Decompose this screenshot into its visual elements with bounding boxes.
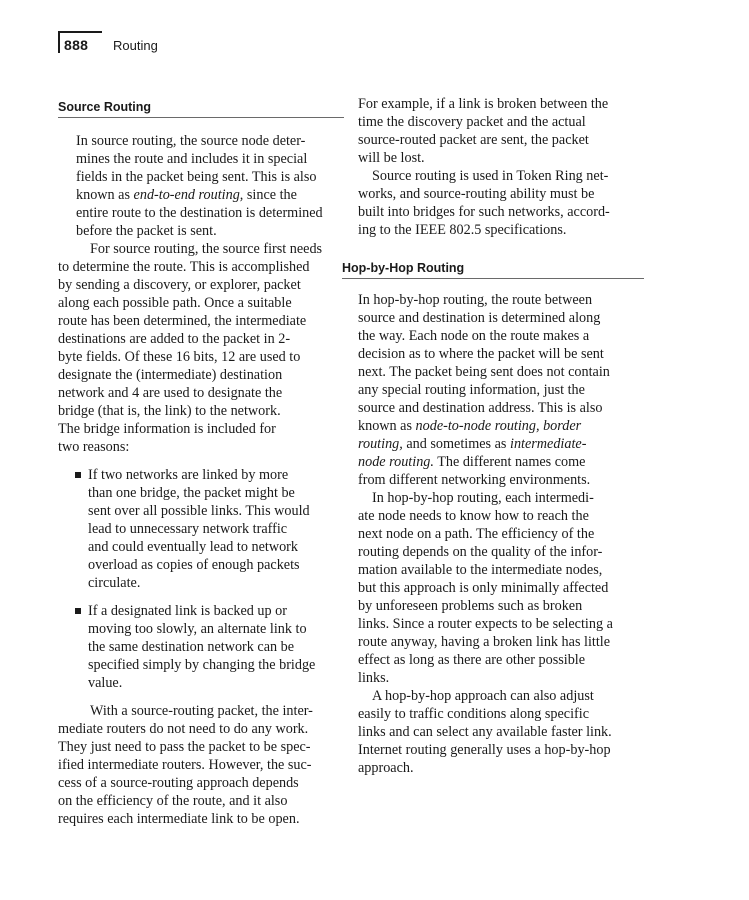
text-line: The bridge information is included for [58, 421, 276, 437]
text-line: If a designated link is backed up or [88, 603, 287, 619]
text-run: and sometimes as [402, 436, 510, 452]
paragraph-hop-efficiency [358, 489, 644, 687]
text-line: the same destination network can be [88, 639, 295, 655]
text-line: lead to unnecessary network traffic [88, 521, 288, 537]
text-line: source and destination is determined along [358, 310, 601, 326]
text-line: ate node needs to know how to reach the [358, 508, 589, 524]
text-line: specified simply by changing the bridge [88, 657, 316, 673]
paragraph-source-discovery [58, 240, 344, 456]
text-line: They just need to pass the packet to be spec- [58, 739, 311, 755]
text-line: on the efficiency of the route, and it also [58, 793, 288, 809]
text-line: from different networking environments. [358, 472, 591, 488]
text-line: route anyway, having a broken link has little [358, 634, 611, 650]
text-line: byte fields. Of these 16 bits, 12 are used to [58, 349, 301, 365]
text-line: by unforeseen problems such as broken [358, 598, 583, 614]
term-end-to-end-routing: end-to-end routing, [133, 187, 244, 203]
bullet-list [58, 466, 344, 692]
paragraph-hop-traffic [358, 687, 644, 777]
term-node-routing: node routing. [358, 454, 434, 470]
text-line: Internet routing generally uses a hop-by-hop [358, 742, 611, 758]
text-line: easily to traffic conditions along specific [358, 706, 590, 722]
text-line: route has been determined, the intermediate [58, 313, 307, 329]
text-line: A hop-by-hop approach can also adjust [372, 688, 594, 704]
text-line: next node on a path. The efficiency of the [358, 526, 595, 542]
text-line: mines the route and includes it in special [76, 151, 308, 167]
text-line: routing depends on the quality of the infor- [358, 544, 603, 560]
text-line: decision as to where the packet will be sent [358, 346, 604, 362]
text-run: The different names come [433, 454, 586, 470]
source-routing-body [58, 132, 344, 240]
text-run: since the [243, 187, 297, 203]
text-line: links. [358, 670, 390, 686]
text-line: In hop-by-hop routing, each intermedi- [372, 490, 594, 506]
text-run: known as [358, 418, 416, 434]
text-line: effect as long as there are other possible [358, 652, 586, 668]
text-line: bridge (that is, the link) to the network. [58, 403, 281, 419]
text-line: works, and source-routing ability must be [358, 186, 595, 202]
heading-hop-by-hop-routing: Hop-by-Hop Routing [342, 259, 644, 279]
text-line: by sending a discovery, or explorer, packet [58, 277, 301, 293]
text-line: Source routing is used in Token Ring net- [372, 168, 609, 184]
bullet-square-icon [75, 472, 81, 478]
text-line: moving too slowly, an alternate link to [88, 621, 307, 637]
paragraph-source-work [58, 702, 344, 828]
text-line: ing to the IEEE 802.5 specifications. [358, 222, 567, 238]
left-column [58, 98, 344, 828]
text-line: In source routing, the source node deter- [76, 133, 306, 149]
text-line: destinations are added to the packet in 2- [58, 331, 291, 347]
text-line: approach. [358, 760, 414, 776]
text-line: before the packet is sent. [76, 223, 217, 239]
header-rule-top [58, 31, 102, 33]
text-line: If two networks are linked by more [88, 467, 289, 483]
text-line: time the discovery packet and the actual [358, 114, 586, 130]
text-line: mation available to the intermediate nodes, [358, 562, 603, 578]
paragraph-source-token-ring [358, 167, 644, 239]
text-line: will be lost. [358, 150, 425, 166]
text-line [358, 453, 644, 471]
text-line: two reasons: [58, 439, 130, 455]
text-line: the way. Each node on the route makes a [358, 328, 590, 344]
text-line: to determine the route. This is accomplished [58, 259, 310, 275]
text-line: entire route to the destination is determined [76, 205, 323, 221]
text-run: known as [76, 187, 134, 203]
text-line: source and destination address. This is also [358, 400, 603, 416]
text-line: ified intermediate routers. However, the suc- [58, 757, 312, 773]
text-line: For example, if a link is broken between the [358, 96, 609, 112]
text-line: overload as copies of enough packets [88, 557, 300, 573]
text-line [76, 186, 344, 204]
text-line: With a source-routing packet, the inter- [90, 703, 313, 719]
text-line: links and can select any available faster link. [358, 724, 612, 740]
text-line: In hop-by-hop routing, the route between [358, 292, 593, 308]
bullet-item [58, 466, 344, 592]
text-line: requires each intermediate link to be open. [58, 811, 300, 827]
text-line: built into bridges for such networks, accord- [358, 204, 610, 220]
header-rule-left [58, 31, 60, 53]
paragraph-hop-intro [358, 291, 644, 489]
text-line: For source routing, the source first needs [90, 241, 323, 257]
term-node-to-node-routing: node-to-node routing, border [415, 418, 582, 434]
text-line: circulate. [88, 575, 141, 591]
text-line [358, 417, 644, 435]
text-line: any special routing information, just the [358, 382, 585, 398]
text-line: network and 4 are used to designate the [58, 385, 283, 401]
text-line: next. The packet being sent does not contain [358, 364, 610, 380]
text-line: designate the (intermediate) destination [58, 367, 283, 383]
heading-source-routing: Source Routing [58, 98, 344, 118]
page-number: 888 [64, 37, 89, 53]
paragraph-source-intro [76, 132, 344, 240]
text-line: than one bridge, the packet might be [88, 485, 295, 501]
bullet-item [58, 602, 344, 692]
text-line: value. [88, 675, 123, 691]
text-line: sent over all possible links. This would [88, 503, 310, 519]
text-line: links. Since a router expects to be selecting a [358, 616, 613, 632]
text-line: and could eventually lead to network [88, 539, 298, 555]
paragraph-source-example [358, 95, 644, 167]
text-line: cess of a source-routing approach depends [58, 775, 299, 791]
text-line: mediate routers do not need to do any work. [58, 721, 309, 737]
text-line: but this approach is only minimally affected [358, 580, 609, 596]
bullet-square-icon [75, 608, 81, 614]
text-line: along each possible path. Once a suitable [58, 295, 292, 311]
right-column [342, 95, 644, 777]
text-line [358, 435, 644, 453]
text-line: source-routed packet are sent, the packet [358, 132, 589, 148]
term-intermediate: intermediate- [510, 436, 587, 452]
term-border-routing: routing, [358, 436, 403, 452]
text-line: fields in the packet being sent. This is also [76, 169, 317, 185]
running-title: Routing [113, 38, 158, 53]
